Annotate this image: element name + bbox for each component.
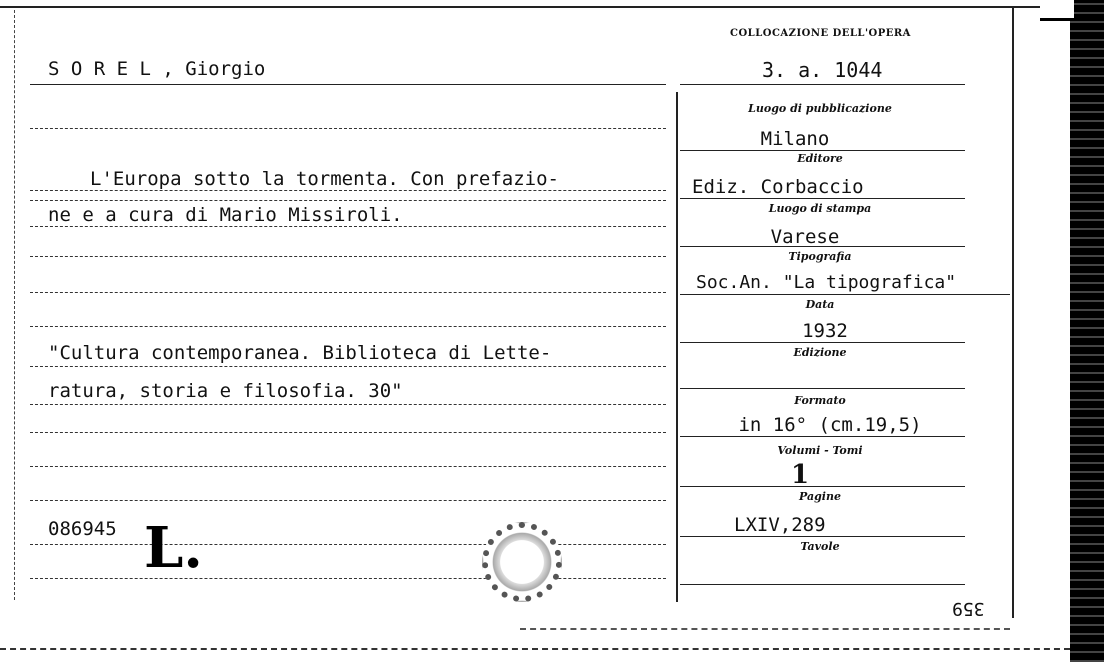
series-line-1: "Cultura contemporanea. Biblioteca di Lette- <box>48 342 552 364</box>
field-underline <box>680 150 965 151</box>
field-value-volumi-tomi: 1 <box>790 460 810 490</box>
rule-line <box>30 578 666 579</box>
rule-line <box>30 366 666 367</box>
field-label-editore: Editore <box>797 152 843 165</box>
corner-number: 359 <box>952 598 985 619</box>
field-value-tipografia: Soc.An. "La tipografica" <box>696 272 957 293</box>
field-value-luogo-stampa: Varese <box>770 226 840 248</box>
series-line-2: ratura, storia e filosofia. 30" <box>48 380 403 402</box>
rule-line <box>30 404 666 405</box>
title-line-2: ne e a cura di Mario Missiroli. <box>48 204 403 226</box>
rule-line <box>30 326 666 327</box>
field-label-edizione: Edizione <box>793 346 847 359</box>
author-underline <box>30 84 666 85</box>
collocation-label: COLLOCAZIONE DELL'OPERA <box>730 28 911 39</box>
field-value-formato: in 16° (cm.19,5) <box>738 414 922 436</box>
rule-line <box>30 544 666 545</box>
field-underline <box>680 294 1010 295</box>
field-label-tavole: Tavole <box>800 540 840 553</box>
field-label-data: Data <box>805 298 835 311</box>
rule-line <box>30 500 666 501</box>
field-underline <box>680 198 965 199</box>
rule-line <box>30 292 666 293</box>
field-label-pagine: Pagine <box>799 490 841 503</box>
bottom-border <box>0 648 1070 650</box>
field-label-luogo-pubblicazione: Luogo di pubblicazione <box>748 102 892 115</box>
scan-edge-right <box>1070 0 1104 662</box>
top-border <box>0 0 1040 8</box>
collocation-underline <box>680 84 965 85</box>
rule-line <box>30 226 666 227</box>
author-heading: S O R E L , Giorgio <box>48 58 266 80</box>
field-value-luogo-pubblicazione: Milano <box>760 128 830 150</box>
inventory-number: 086945 <box>48 518 117 540</box>
field-label-formato: Formato <box>794 394 846 407</box>
bottom-edge-line <box>520 628 1010 630</box>
field-label-luogo-stampa: Luogo di stampa <box>768 202 872 215</box>
field-value-pagine: LXIV,289 <box>734 514 826 536</box>
rule-line <box>30 432 666 433</box>
left-border <box>14 10 15 600</box>
field-label-tipografia: Tipografia <box>788 250 852 263</box>
field-underline <box>680 342 965 343</box>
field-underline <box>680 536 965 537</box>
field-value-data: 1932 <box>802 320 848 342</box>
rule-line <box>30 466 666 467</box>
library-stamp <box>482 522 562 602</box>
rule-line <box>30 128 666 129</box>
field-underline <box>680 436 965 437</box>
right-border <box>1012 8 1014 618</box>
rule-line <box>30 190 666 191</box>
rule-line <box>30 200 666 201</box>
field-underline <box>680 486 965 487</box>
field-underline <box>680 246 965 247</box>
field-value-editore: Ediz. Corbaccio <box>692 176 864 198</box>
scan-edge-top-right <box>1040 0 1074 21</box>
collocation-value: 3. a. 1044 <box>762 58 883 82</box>
rule-line <box>30 256 666 257</box>
field-underline <box>680 388 965 389</box>
right-column-frame <box>676 92 678 602</box>
field-label-volumi-tomi: Volumi - Tomi <box>777 444 863 457</box>
field-underline <box>680 584 965 585</box>
title-line-1: L'Europa sotto la tormenta. Con prefazio- <box>90 168 559 190</box>
handwritten-initial: L. <box>144 515 203 581</box>
